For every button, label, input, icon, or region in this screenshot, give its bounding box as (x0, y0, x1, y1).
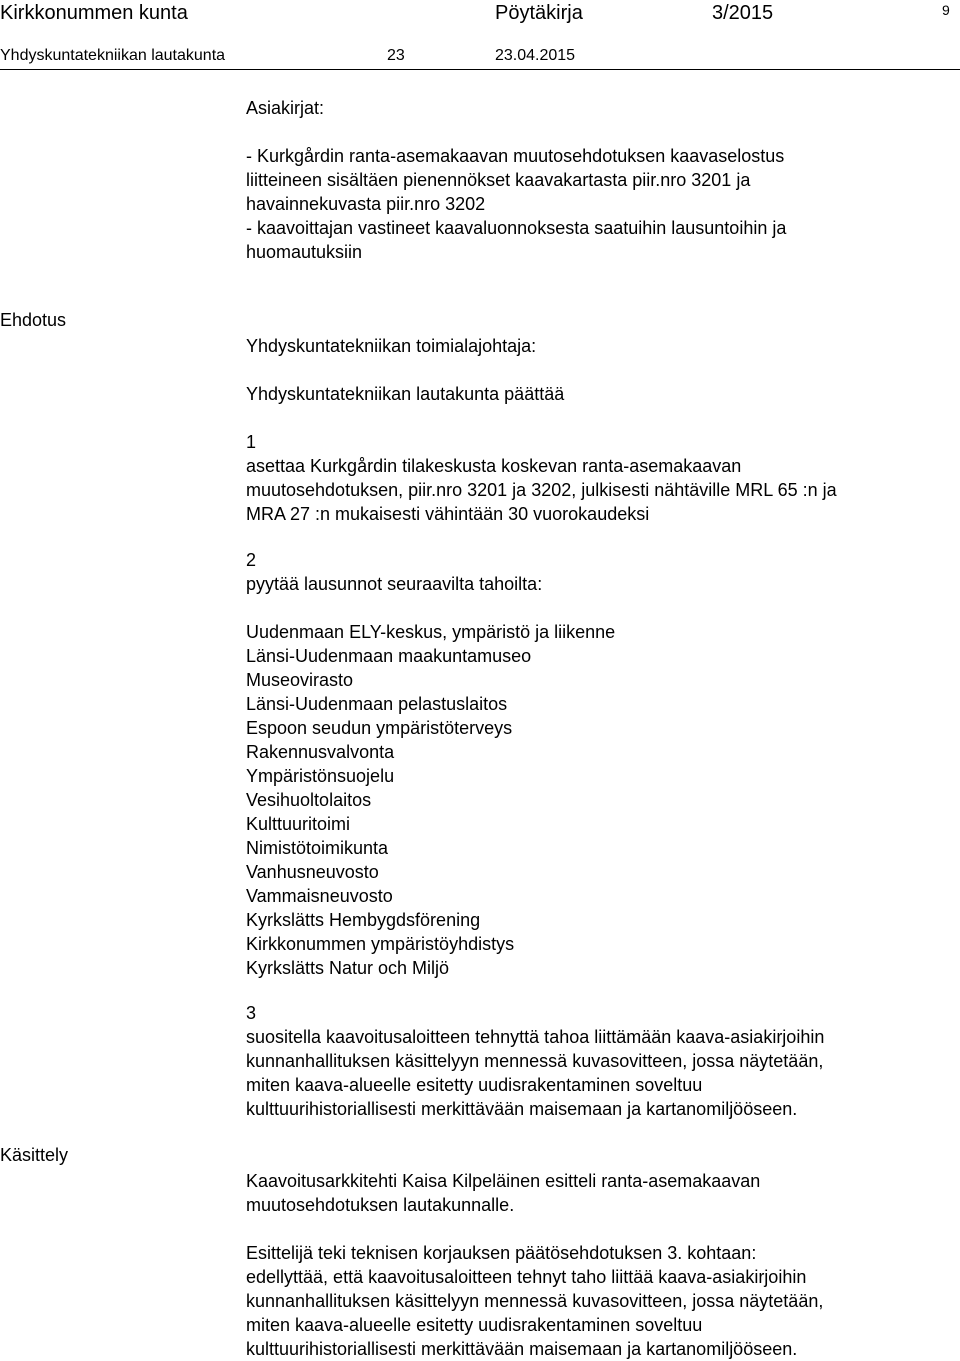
list-item: Vesihuoltolaitos (246, 790, 372, 810)
list-item: Kyrkslätts Hembygdsförening (246, 910, 481, 930)
item-3-number: 3 (246, 1003, 257, 1023)
item-3 (246, 1001, 946, 1121)
proposer-block (246, 334, 946, 358)
list-item: Ympäristönsuojelu (246, 766, 395, 786)
item-1 (246, 430, 946, 526)
handling-paragraph-2 (246, 1241, 946, 1361)
item-2 (246, 548, 946, 596)
documents-line: huomautuksiin (246, 242, 363, 262)
item-3-line: kulttuurihistoriallisesti merkittävään maisemaan ja kartanomiljööseen. (246, 1099, 798, 1119)
document-number: 3/2015 (712, 2, 774, 24)
handling-paragraph-1 (246, 1169, 946, 1217)
item-2-number: 2 (246, 550, 257, 570)
documents-line: - Kurkgårdin ranta-asemakaavan muutosehdotuksen kaavaselostus (246, 146, 785, 166)
page-number: 9 (942, 2, 950, 18)
header-divider (0, 69, 960, 70)
list-item: Nimistötoimikunta (246, 838, 389, 858)
documents-line: - kaavoittajan vastineet kaavaluonnoksesta saatuihin lausuntoihin ja (246, 218, 787, 238)
handling-line: Kaavoitusarkkitehti Kaisa Kilpeläinen esitteli ranta-asemakaavan (246, 1171, 761, 1191)
handling-line: kunnanhallituksen käsittelyyn mennessä kuvasovitteen, jossa näytetään, (246, 1291, 824, 1311)
item-3-line: miten kaava-alueelle esitetty uudisrakentaminen soveltuu (246, 1075, 703, 1095)
list-item: Kyrkslätts Natur och Miljö (246, 958, 450, 978)
documents-heading: Asiakirjat: (246, 98, 325, 118)
document-type: Pöytäkirja (495, 2, 583, 24)
list-item: Vammaisneuvosto (246, 886, 393, 906)
documents-line: havainnekuvasta piir.nro 3202 (246, 194, 486, 214)
municipality-name: Kirkkonummen kunta (0, 2, 188, 24)
list-item: Uudenmaan ELY-keskus, ympäristö ja liikenne (246, 622, 616, 642)
list-item: Museovirasto (246, 670, 354, 690)
item-2-intro: pyytää lausunnot seuraavilta tahoilta: (246, 574, 543, 594)
section-number: 23 (387, 47, 405, 64)
item-1-number: 1 (246, 432, 257, 452)
handling-line: kulttuurihistoriallisesti merkittävään maisemaan ja kartanomiljööseen. (246, 1339, 798, 1359)
proposer: Yhdyskuntatekniikan toimialajohtaja: (246, 336, 537, 356)
item-1-line: MRA 27 :n mukaisesti vähintään 30 vuorokaudeksi (246, 504, 650, 524)
handling-label: Käsittely (0, 1145, 69, 1165)
proposal-label: Ehdotus (0, 310, 67, 330)
list-item: Länsi-Uudenmaan maakuntamuseo (246, 646, 532, 666)
list-item: Kulttuuritoimi (246, 814, 351, 834)
list-item: Länsi-Uudenmaan pelastuslaitos (246, 694, 508, 714)
handling-line: muutosehdotuksen lautakunnalle. (246, 1195, 515, 1215)
decision-intro-block (246, 382, 946, 406)
list-item: Vanhusneuvosto (246, 862, 379, 882)
item-1-line: muutosehdotuksen, piir.nro 3201 ja 3202, julkisesti nähtäville MRL 65 :n ja (246, 480, 837, 500)
recipient-list (246, 620, 946, 980)
item-1-line: asettaa Kurkgårdin tilakeskusta koskevan ranta-asemakaavan (246, 456, 742, 476)
handling-line: miten kaava-alueelle esitetty uudisrakentaminen soveltuu (246, 1315, 703, 1335)
list-item: Espoon seudun ympäristöterveys (246, 718, 513, 738)
documents-line: liitteineen sisältäen pienennökset kaavakartasta piir.nro 3201 ja (246, 170, 751, 190)
documents-section (246, 96, 946, 264)
list-item: Kirkkonummen ympäristöyhdistys (246, 934, 515, 954)
handling-line: Esittelijä teki teknisen korjauksen päätösehdotuksen 3. kohtaan: (246, 1243, 757, 1263)
item-3-line: kunnanhallituksen käsittelyyn mennessä kuvasovitteen, jossa näytetään, (246, 1051, 824, 1071)
item-3-line: suositella kaavoitusaloitteen tehnyttä tahoa liittämään kaava-asiakirjoihin (246, 1027, 825, 1047)
list-item: Rakennusvalvonta (246, 742, 395, 762)
committee-name: Yhdyskuntatekniikan lautakunta (0, 47, 226, 64)
handling-line: edellyttää, että kaavoitusaloitteen tehnyt taho liittää kaava-asiakirjoihin (246, 1267, 807, 1287)
decision-intro: Yhdyskuntatekniikan lautakunta päättää (246, 384, 565, 404)
meeting-date: 23.04.2015 (495, 47, 576, 64)
